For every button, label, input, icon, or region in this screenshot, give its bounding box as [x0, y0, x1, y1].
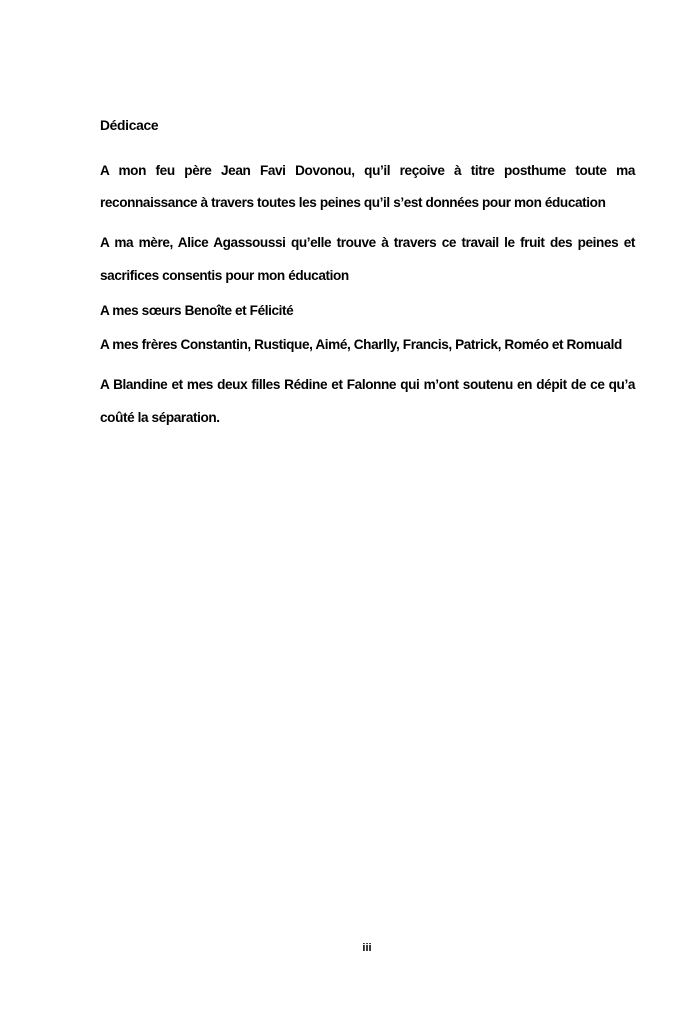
section-heading: Dédicace: [100, 118, 159, 133]
dedication-paragraph-brothers: A mes frères Constantin, Rustique, Aimé, Charlly, Francis, Patrick, Roméo et Romuald: [100, 337, 622, 352]
dedication-paragraph-sisters: A mes sœurs Benoîte et Félicité: [100, 303, 294, 318]
dedication-paragraph-family: A Blandine et mes deux filles Rédine et Falonne qui m’ont soutenu en dépit de ce qu’a coûté la séparation.: [100, 377, 635, 425]
page-number: [0, 942, 700, 954]
dedication-paragraph-mother: A ma mère, Alice Agassoussi qu’elle trouve à travers ce travail le fruit des peines et sacrifices consentis pour mon éducation: [100, 235, 635, 283]
dedication-paragraph-father: A mon feu père Jean Favi Dovonou, qu’il reçoive à titre posthume toute ma reconnaissance à travers toutes les peines qu’il s’est données pour mon éducation: [100, 163, 635, 210]
dedication-section: [100, 117, 635, 446]
page-number-label: iii: [362, 942, 372, 954]
